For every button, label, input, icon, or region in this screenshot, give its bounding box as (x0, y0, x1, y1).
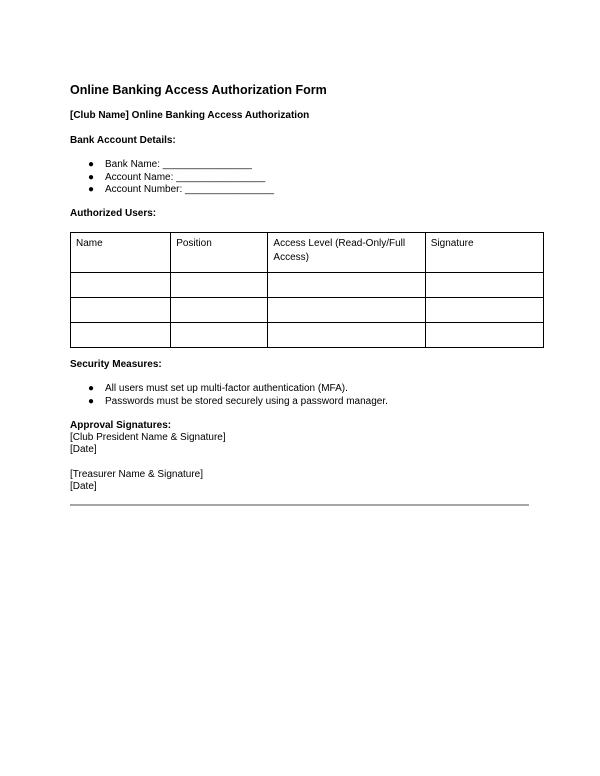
bullet-icon: ● (88, 395, 95, 407)
table-cell[interactable] (71, 323, 171, 348)
list-item (88, 396, 388, 409)
bullet-icon: ● (88, 171, 95, 183)
column-header-position: Position (171, 233, 268, 273)
list-item (88, 159, 274, 172)
list-item (88, 383, 388, 396)
document-subtitle: [Club Name] Online Banking Access Authorization (70, 110, 310, 121)
president-signature-line: [Club President Name & Signature] (70, 432, 226, 444)
bank-name-field: Bank Name: ________________ (105, 159, 252, 170)
security-item-password-manager: Passwords must be stored securely using a password manager. (105, 395, 388, 407)
bank-details-heading: Bank Account Details: (70, 135, 176, 146)
table-cell[interactable] (268, 323, 425, 348)
bullet-icon: ● (88, 159, 95, 170)
column-header-signature: Signature (425, 233, 543, 273)
table-cell[interactable] (268, 298, 425, 323)
table-cell[interactable] (171, 298, 268, 323)
spacer (70, 457, 226, 469)
authorized-users-heading: Authorized Users: (70, 208, 157, 219)
bullet-icon: ● (88, 184, 95, 195)
president-date-line: [Date] (70, 444, 97, 456)
security-item-mfa: All users must set up multi-factor authentication (MFA). (105, 383, 348, 394)
table-cell[interactable] (268, 273, 425, 298)
table-cell[interactable] (171, 273, 268, 298)
table-header-row (71, 233, 544, 273)
column-header-name: Name (71, 233, 171, 273)
list-item (88, 172, 274, 185)
security-measures-list (88, 383, 388, 408)
table-cell[interactable] (71, 298, 171, 323)
table-cell[interactable] (425, 298, 543, 323)
list-item (88, 184, 274, 197)
account-name-field: Account Name: ________________ (105, 171, 266, 183)
table-row (71, 298, 544, 323)
table-cell[interactable] (425, 273, 543, 298)
authorized-users-table (70, 232, 544, 348)
table-row (71, 273, 544, 298)
approval-signatures-heading: Approval Signatures: (70, 420, 172, 431)
bank-details-list (88, 159, 274, 197)
treasurer-signature-line: [Treasurer Name & Signature] (70, 468, 204, 480)
table-cell[interactable] (171, 323, 268, 348)
approval-signatures-block (70, 420, 226, 493)
document-title: Online Banking Access Authorization Form (70, 83, 327, 97)
treasurer-date-line: [Date] (70, 480, 97, 492)
security-measures-heading: Security Measures: (70, 359, 162, 370)
account-number-field: Account Number: ________________ (105, 184, 275, 195)
horizontal-divider (70, 504, 529, 506)
column-header-access-level: Access Level (Read-Only/Full Access) (268, 233, 425, 273)
table-row (71, 323, 544, 348)
bullet-icon: ● (88, 383, 95, 394)
table-cell[interactable] (425, 323, 543, 348)
table-cell[interactable] (71, 273, 171, 298)
